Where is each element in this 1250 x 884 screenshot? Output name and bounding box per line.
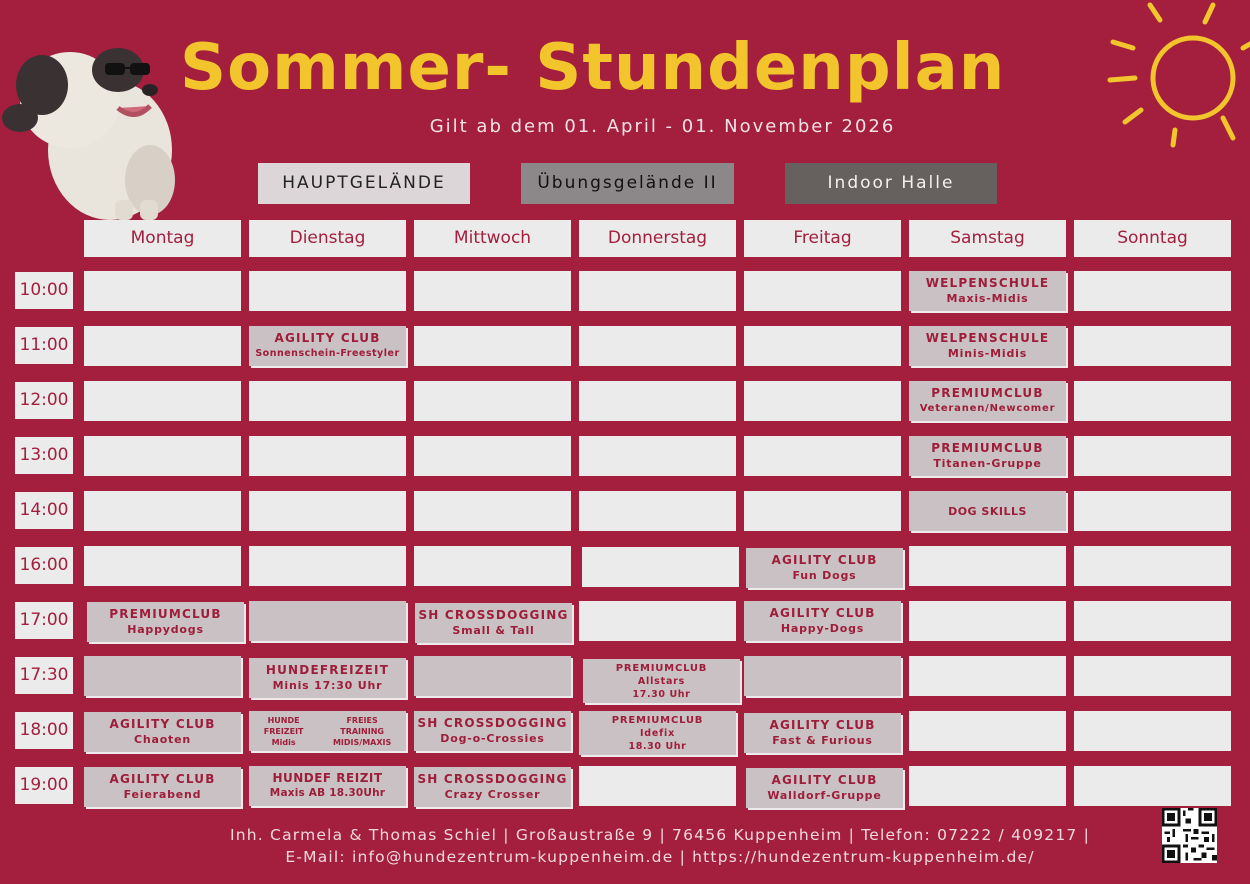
schedule-cell (249, 546, 406, 586)
class-group: Fast & Furious (772, 734, 873, 747)
class-group: Feierabend (123, 788, 202, 801)
qr-code-icon[interactable] (1162, 808, 1217, 863)
time-label: 11:00 (15, 327, 73, 364)
class-block-hundefreizeit-minis (249, 658, 406, 698)
schedule-cell (249, 271, 406, 311)
class-group: Minis-Midis (947, 347, 1028, 360)
class-block-empty (744, 656, 901, 696)
class-block-agility-sonnenschein (249, 326, 406, 366)
class-group: Happy-Dogs (780, 622, 865, 635)
schedule-cell (909, 656, 1066, 696)
class-time: 18.30 Uhr (628, 740, 687, 752)
schedule-cell (414, 546, 571, 586)
class-group: Titanen-Gruppe (933, 457, 1042, 470)
class-title: HUNDEF REIZIT (272, 771, 383, 785)
schedule-cell (84, 271, 241, 311)
schedule-cell (84, 381, 241, 421)
class-group: Idefix (639, 727, 676, 739)
schedule-cell (579, 326, 736, 366)
schedule-cell (579, 766, 736, 806)
class-title: DOG SKILLS (948, 504, 1027, 518)
class-title: WELPENSCHULE (925, 276, 1050, 290)
schedule-cell (1074, 436, 1231, 476)
class-block-sh-crossdogging-small-tall (415, 603, 572, 643)
schedule-cell (414, 491, 571, 531)
schedule-cell (1074, 326, 1231, 366)
schedule-cell (744, 491, 901, 531)
class-block-empty (249, 601, 406, 641)
day-header-sonntag: Sonntag (1074, 220, 1231, 257)
time-label: 18:00 (15, 712, 73, 749)
class-freies-training: FREIES TRAINING MIDIS/MAXIS (332, 715, 392, 747)
day-header-freitag: Freitag (744, 220, 901, 257)
time-label: 17:30 (15, 657, 73, 694)
class-title: PREMIUMCLUB (931, 441, 1044, 455)
class-block-premiumclub-veteranen (909, 381, 1066, 421)
class-group: Small & Tall (452, 624, 535, 637)
class-block-agility-fun-dogs (746, 548, 903, 588)
class-hundefreizeit-midis: HUNDE FREIZEIT Midis (263, 715, 304, 747)
legend-indoor-halle: Indoor Halle (785, 163, 997, 204)
schedule-cell (84, 546, 241, 586)
class-group: Sonnenschein-Freestyler (255, 348, 400, 359)
schedule-cell (1074, 271, 1231, 311)
class-title: SH CROSSDOGGING (418, 608, 569, 622)
class-group: Maxis AB 18.30Uhr (269, 787, 386, 799)
day-header-montag: Montag (84, 220, 241, 257)
schedule-cell (909, 711, 1066, 751)
class-block-premiumclub-happydogs (87, 602, 244, 642)
class-block-welpenschule-minis-midis (909, 326, 1066, 366)
schedule-cell (744, 326, 901, 366)
schedule-cell (579, 381, 736, 421)
class-block-agility-feierabend (84, 767, 241, 807)
class-group: Allstars (637, 675, 686, 687)
schedule-cell (744, 271, 901, 311)
class-block-agility-chaoten (84, 712, 241, 752)
schedule-cell (744, 381, 901, 421)
class-group: Fun Dogs (792, 569, 857, 582)
schedule-cell (744, 436, 901, 476)
schedule-cell (249, 491, 406, 531)
schedule-cell (582, 547, 739, 587)
class-title: AGILITY CLUB (109, 717, 216, 731)
schedule-cell (909, 601, 1066, 641)
class-title: SH CROSSDOGGING (417, 716, 568, 730)
footer-contact: E-Mail: info@hundezentrum-kuppenheim.de | https://hundezentrum-kuppenheim.de/ (285, 848, 1035, 866)
schedule-cell (1074, 491, 1231, 531)
time-label: 10:00 (15, 272, 73, 309)
class-block-premiumclub-allstars (583, 659, 740, 703)
class-block-premiumclub-idefix (579, 711, 736, 755)
time-label: 19:00 (15, 767, 73, 804)
class-block-sh-crossdogging-dog-o-crossies (414, 711, 571, 751)
class-block-agility-fast-furious (744, 713, 901, 753)
class-group: Chaoten (133, 733, 192, 746)
schedule-cell (84, 436, 241, 476)
footer-address: Inh. Carmela & Thomas Schiel | Großaustraße 9 | 76456 Kuppenheim | Telefon: 07222 / 409217 | (229, 826, 1090, 844)
time-label: 12:00 (15, 382, 73, 419)
schedule-cell (249, 381, 406, 421)
class-title: AGILITY CLUB (274, 331, 381, 345)
class-block-hundefreizeit-freies-training (249, 711, 406, 751)
dog-with-sunglasses-icon (0, 30, 180, 220)
schedule-cell (414, 436, 571, 476)
class-title: AGILITY CLUB (771, 773, 878, 787)
class-group: Happydogs (127, 623, 204, 636)
sun-icon (1105, 0, 1250, 150)
class-group: Veteranen/Newcomer (919, 403, 1056, 414)
day-header-mittwoch: Mittwoch (414, 220, 571, 257)
schedule-cell (1074, 601, 1231, 641)
page-title: Sommer- Stundenplan (180, 31, 1006, 105)
legend-uebungsgelaende: Übungsgelände II (521, 163, 734, 204)
time-label: 13:00 (15, 437, 73, 474)
schedule-cell (579, 271, 736, 311)
class-block-sh-crossdogging-crazy-crosser (414, 767, 571, 807)
class-group: Dog-o-Crossies (440, 732, 545, 745)
class-title: PREMIUMCLUB (611, 714, 704, 726)
schedule-cell (1074, 381, 1231, 421)
schedule-cell (909, 546, 1066, 586)
class-title: SH CROSSDOGGING (417, 772, 568, 786)
class-title: AGILITY CLUB (769, 718, 876, 732)
schedule-cell (1074, 711, 1231, 751)
class-block-agility-happy-dogs (744, 601, 901, 641)
day-header-dienstag: Dienstag (249, 220, 406, 257)
class-title: HUNDEFREIZEIT (265, 663, 390, 677)
schedule-cell (414, 326, 571, 366)
schedule-cell (1074, 546, 1231, 586)
class-group: Maxis-Midis (946, 292, 1029, 305)
class-block-welpenschule-maxis-midis (909, 271, 1066, 311)
day-header-donnerstag: Donnerstag (579, 220, 736, 257)
time-label: 14:00 (15, 492, 73, 529)
class-title: AGILITY CLUB (769, 606, 876, 620)
class-title: WELPENSCHULE (925, 331, 1050, 345)
class-title: PREMIUMCLUB (615, 662, 708, 674)
schedule-cell (84, 491, 241, 531)
schedule-cell (1074, 766, 1231, 806)
class-block-agility-walldorf (746, 768, 903, 808)
class-group: Crazy Crosser (444, 788, 541, 801)
class-title: AGILITY CLUB (109, 772, 216, 786)
class-block-empty (414, 656, 571, 696)
schedule-cell (84, 326, 241, 366)
class-title: PREMIUMCLUB (109, 607, 222, 621)
schedule-cell (414, 271, 571, 311)
schedule-cell (1074, 656, 1231, 696)
schedule-cell (579, 601, 736, 641)
class-block-dog-skills (909, 491, 1066, 531)
schedule-cell (579, 491, 736, 531)
class-group: Minis 17:30 Uhr (272, 679, 383, 692)
legend-hauptgelaende: HAUPTGELÄNDE (258, 163, 470, 204)
time-label: 17:00 (15, 602, 73, 639)
class-title: AGILITY CLUB (771, 553, 878, 567)
day-header-samstag: Samstag (909, 220, 1066, 257)
schedule-cell (249, 436, 406, 476)
class-group: Walldorf-Gruppe (767, 789, 882, 802)
class-block-hundefreizeit-maxis (249, 766, 406, 806)
schedule-cell (909, 766, 1066, 806)
schedule-cell (579, 436, 736, 476)
validity-subtitle: Gilt ab dem 01. April - 01. November 2026 (429, 116, 896, 137)
class-title: PREMIUMCLUB (931, 386, 1044, 400)
schedule-cell (414, 381, 571, 421)
time-label: 16:00 (15, 547, 73, 584)
class-block-empty (84, 656, 241, 696)
class-time: 17.30 Uhr (632, 688, 691, 700)
class-block-premiumclub-titanen (909, 436, 1066, 476)
